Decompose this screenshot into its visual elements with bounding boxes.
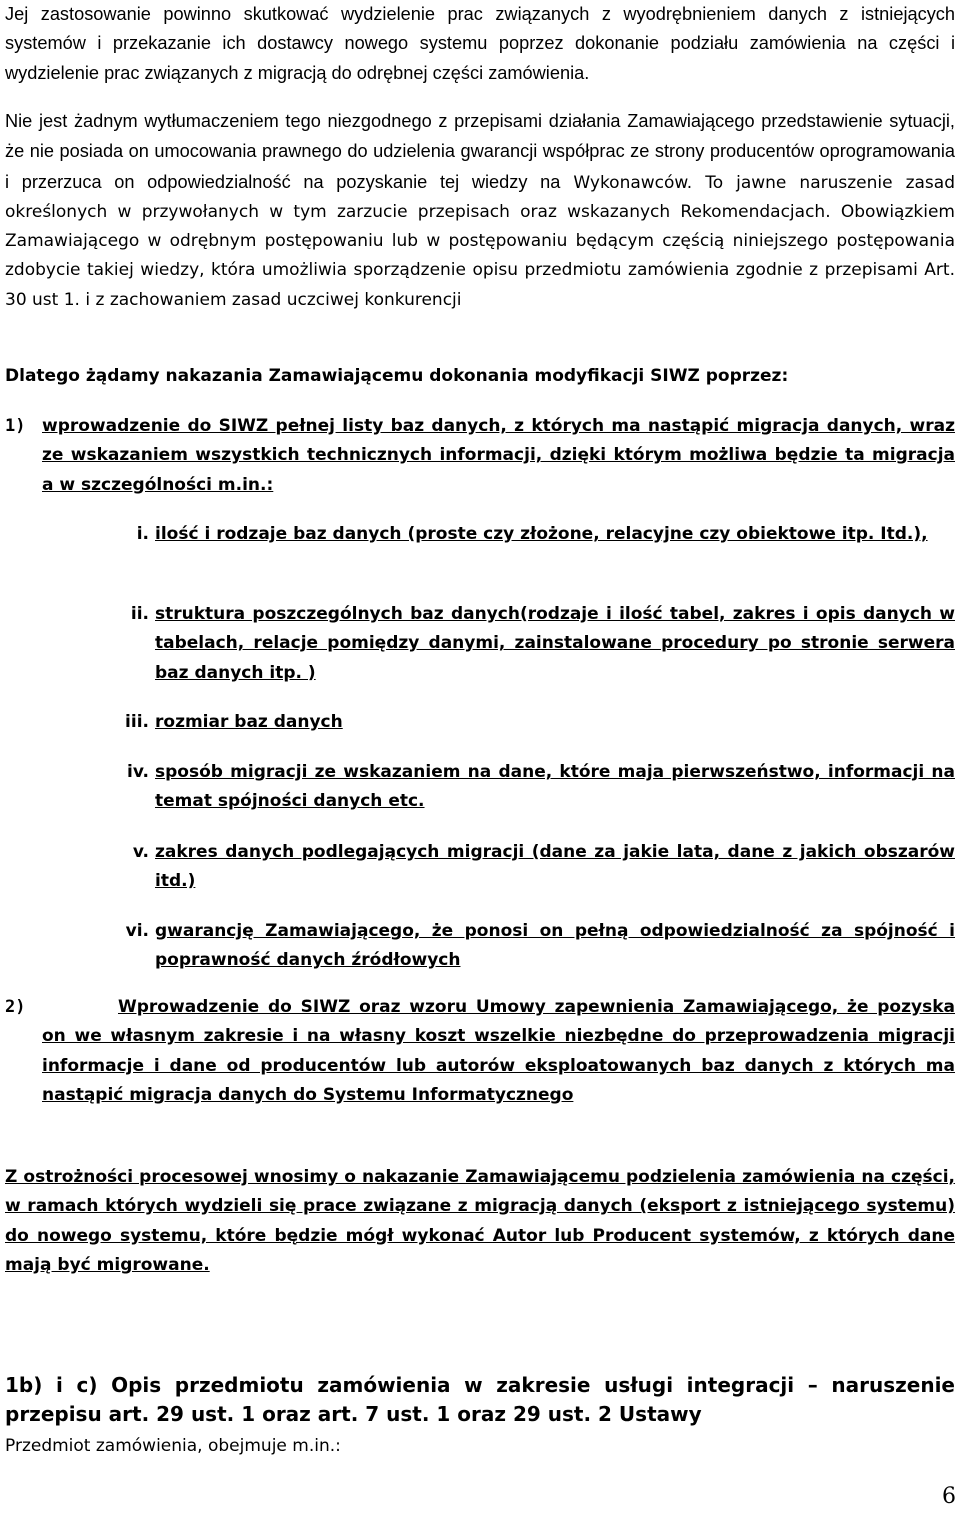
subitem-numeral: i. (136, 524, 149, 544)
subitem-numeral: iii. (125, 712, 149, 732)
section-heading: 1b) i c) Opis przedmiotu zamówienia w zakresie usługi integracji – naruszenie przepisu art. 29 ust. 1 oraz art. 7 ust. 1 oraz 29 ust. 2 Ustawy (5, 1373, 955, 1426)
subitem-numeral: v. (132, 842, 149, 862)
subitem-v (105, 838, 955, 897)
subitem-numeral: iv. (127, 762, 149, 782)
subitem-text: rozmiar baz danych (155, 712, 343, 732)
demand-item-1-text: wprowadzenie do SIWZ pełnej listy baz danych, z których ma nastąpić migracja danych, wraz ze wskazaniem wszystkich technicznych informacji, dzięki którym możliwa będzie ta migracja a w szczególności m.in.: (42, 416, 955, 495)
subitem-text: zakres danych podlegających migracji (dane za jakie lata, dane z jakich obszarów itd.) (155, 842, 955, 892)
subitem-iv (105, 758, 955, 817)
closing-line: Przedmiot zamówienia, obejmuje m.in.: (5, 1436, 341, 1456)
demand-item-2 (5, 993, 955, 1110)
subitem-text: gwarancję Zamawiającego, że ponosi on pełną odpowiedzialność za spójność i poprawność danych źródłowych (155, 921, 955, 971)
subitem-text: ilość i rodzaje baz danych (proste czy złożone, relacyjne czy obiektowe itp. Itd.), (155, 524, 928, 544)
subitem-i (105, 520, 955, 549)
intro-paragraph: Jej zastosowanie powinno skutkować wydzielenie prac związanych z wyodrębnieniem danych z istniejących systemów i przekazanie ich dostawcy nowego systemu poprzez dokonanie podziału zamówienia na części i wydzielenie prac związanych z migracją do odrębnej części zamówienia. (5, 4, 955, 83)
demand-item-1 (5, 412, 955, 500)
procedural-caution-paragraph: Z ostrożności procesowej wnosimy o nakazanie Zamawiającemu podzielenia zamówienia na części, w ramach których wydzieli się prace związane z migracją danych (eksport z istniejącego systemu) do nowego systemu, które będzie mógł wykonać Autor lub Producent systemów, z których dane mają być migrowane. (5, 1167, 955, 1275)
demand-heading: Dlatego żądamy nakazania Zamawiającemu dokonania modyfikacji SIWZ poprzez: (5, 366, 789, 386)
subitem-ii (105, 600, 955, 688)
subitem-numeral: vi. (125, 921, 149, 941)
subitem-text: sposób migracji ze wskazaniem na dane, które maja pierwszeństwo, informacji na temat spójności danych etc. (155, 762, 955, 812)
subitem-vi (105, 917, 955, 976)
demand-item-2-text: Wprowadzenie do SIWZ oraz wzoru Umowy zapewnienia Zamawiającego, że pozyska on we własnym zakresie i na własny koszt wszelkie niezbędne do przeprowadzenia migracji informacje i dane od producentów lub autorów eksploatowanych baz danych z których ma nastąpić migracja danych do Systemu Informatycznego (42, 997, 955, 1105)
justification-text-part2: Wykonawców. To jawne naruszenie zasad określonych w przywołanych w tym zarzucie przepisach oraz wskazanych Rekomendacjach. Obowiązkiem Zamawiającego w odrębnym postępowaniu lub w postępowaniu będącym częścią niniejszego postępowania zdobycie takiej wiedzy, która umożliwia sporządzenie opisu przedmiotu zamówienia zgodnie z przepisami Art. 30 ust 1. i z zachowaniem zasad uczciwej konkurencji (5, 172, 955, 310)
subitem-numeral: ii. (130, 604, 149, 624)
page-number: 6 (942, 1484, 956, 1509)
justification-paragraph (5, 107, 955, 315)
justification-text-part1: Nie jest żadnym wytłumaczeniem tego niezgodnego z przepisami działania Zamawiającego przedstawienie sytuacji, że nie posiada on umocowania prawnego do udzielenia gwarancji współprac ze strony producentów oprogramowania i przerzuca on odpowiedzialność na pozyskanie tej wiedzy na (5, 111, 955, 192)
subitem-text: struktura poszczególnych baz danych(rodzaje i ilość tabel, zakres i opis danych w tabelach, relacje pomiędzy danymi, zainstalowane procedury po stronie serwera baz danych itp. ) (155, 604, 955, 683)
item-number: 2) (5, 997, 26, 1017)
item-number: 1) (5, 416, 26, 436)
subitem-iii (105, 708, 955, 737)
